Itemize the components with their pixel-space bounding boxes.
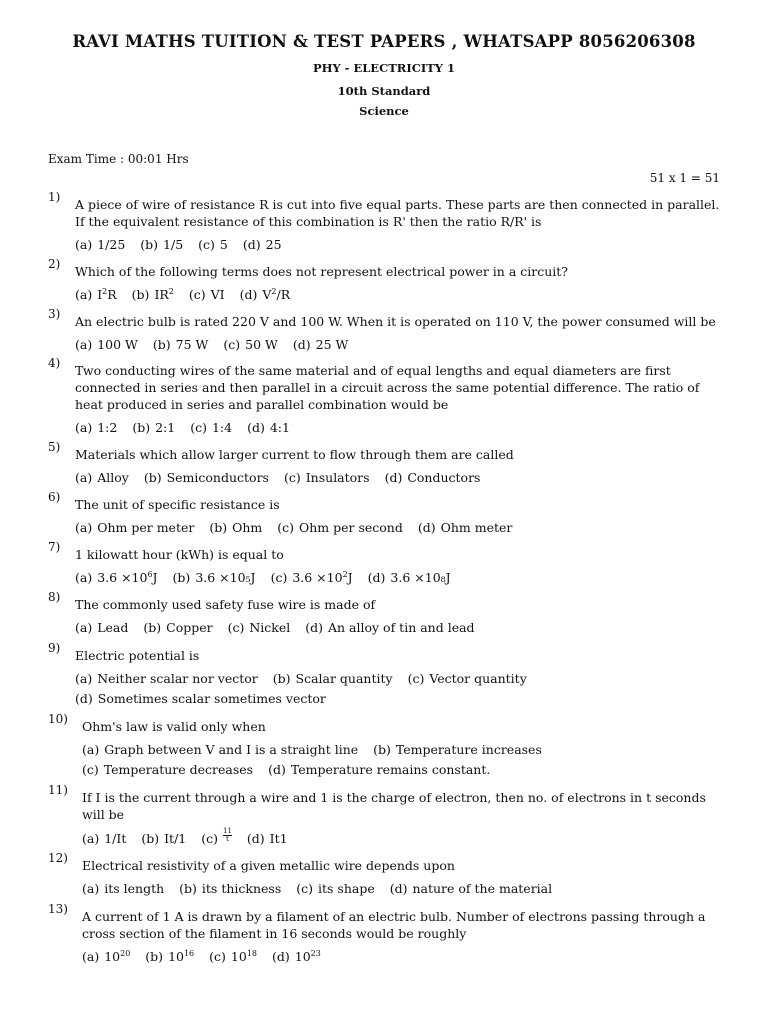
option-a: (a) Lead [75,620,129,635]
question-text: An electric bulb is rated 220 V and 100 W. When it is operated on 110 V, the power consumed will be [75,314,716,329]
exam-time: Exam Time : 00:01 Hrs [48,152,189,166]
option-d: (d) An alloy of tin and lead [305,620,475,635]
options [82,947,724,967]
option-c: (c) VI [188,287,225,302]
question-number: 1) [48,190,61,204]
question-number: 9) [48,641,61,655]
option-c: (c) Nickel [227,620,291,635]
option-c: (c) $10^{18}$ [209,949,257,964]
question-7 [48,540,724,588]
options [75,568,724,588]
option-b: (b) $IR^2$ [131,287,174,302]
question-text: A piece of wire of resistance R is cut into five equal parts. These parts are then connected in parallel. If the equivalent resistance of this combination is R' then the ratio R/R' is [75,197,720,229]
question-text: Electric potential is [75,648,200,663]
question-11 [48,783,724,849]
standard-heading: 10th Standard [337,84,431,98]
option-d: (d) $V^2/R$ [239,287,291,302]
question-number: 2) [48,257,61,271]
question-1 [48,190,724,255]
question-text: The unit of specific resistance is [75,497,280,512]
option-c: (c) Vector quantity [407,671,527,686]
options [82,828,724,849]
options [75,468,724,488]
question-text: 1 kilowatt hour (kWh) is equal to [75,547,284,562]
option-a: (a) 1/25 [75,237,126,252]
question-5 [48,440,724,488]
question-2 [48,257,724,305]
option-a: (a) 100 W [75,337,138,352]
option-a: (a) 1:2 [75,420,118,435]
option-a: (a) Ohm per meter [75,520,195,535]
option-c: (c) its shape [296,881,375,896]
question-text: Ohm's law is valid only when [82,719,266,734]
question-text: A current of 1 A is drawn by a filament of an electric bulb. Number of electrons passing through a cross section of the filament in 16 seconds would be roughly [82,909,706,941]
option-d: (d) Ohm meter [417,520,513,535]
option-c: (c) $\frac{11}{t}$ [201,827,232,846]
option-a: (a) Alloy [75,470,129,485]
option-d: (d) 25 [242,237,282,252]
options [75,235,724,255]
question-number: 12) [48,851,68,865]
options [75,518,724,538]
question-text: If I is the current through a wire and 1 is the charge of electron, then no. of electrons in t seconds will be [82,790,706,822]
option-b: (b) Semiconductors [143,470,269,485]
option-d: (d) 25 W [292,337,349,352]
option-d: (d) $10^{23}$ [271,949,321,964]
question-text: Materials which allow larger current to flow through them are called [75,447,514,462]
question-number: 6) [48,490,61,504]
marks-summary: 51 x 1 = 51 [649,171,720,185]
question-4 [48,356,724,438]
stream-heading: Science [359,104,409,118]
page-title: RAVI MATHS TUITION & TEST PAPERS , WHATSAPP 8056206308 [72,32,696,51]
option-b: (b) $10^{16}$ [145,949,195,964]
option-d: (d) Conductors [384,470,481,485]
option-b: (b) Ohm [209,520,263,535]
subject-heading: PHY - ELECTRICITY 1 [312,61,456,75]
option-c: (c) Ohm per second [277,520,403,535]
option-b: (b) It/1 [141,831,187,846]
option-c: (c) 50 W [223,337,278,352]
question-9 [48,641,724,709]
option-c: (c) Insulators [283,470,370,485]
option-b: (b) Scalar quantity [272,671,393,686]
option-b: (b) Copper [143,620,213,635]
option-d: (d) 3.6 ×10₈J [367,570,451,585]
options [75,669,724,709]
option-a: (a) $10^{20}$ [82,949,131,964]
option-d: (d) nature of the material [389,881,553,896]
option-b: (b) 1/5 [140,237,184,252]
option-d: (d) Sometimes scalar sometimes vector [75,691,326,706]
question-number: 3) [48,307,61,321]
option-a: (a) $I^2R$ [75,287,117,302]
question-13 [48,902,724,967]
option-a: (a) its length [82,881,165,896]
question-number: 7) [48,540,61,554]
fraction-11-over-t: $\frac{11}{t}$ [223,827,232,843]
option-c: (c) 5 [198,237,228,252]
option-a: (a) 1/It [82,831,127,846]
question-number: 11) [48,783,68,797]
option-a: (a) Neither scalar nor vector [75,671,258,686]
question-text: Two conducting wires of the same material and of equal lengths and equal diameters are first connected in series and then parallel in a circuit across the same potential difference. The ratio of heat produced in series and parallel combination would be [75,363,700,412]
question-number: 10) [48,712,68,726]
question-number: 8) [48,590,61,604]
options [75,285,724,305]
option-c: (c) $3.6 \times 10^2J$ [270,570,353,585]
question-10 [48,712,724,780]
option-a: (a) $3.6 \times 10^6J$ [75,570,158,585]
option-a: (a) Graph between V and I is a straight line [82,742,359,757]
question-text: Electrical resistivity of a given metallic wire depends upon [82,858,455,873]
option-d: (d) Temperature remains constant. [268,762,491,777]
option-c: (c) Temperature decreases [82,762,254,777]
question-number: 4) [48,356,61,370]
options [75,335,724,355]
question-text: The commonly used safety fuse wire is made of [75,597,376,612]
question-12 [48,851,724,899]
options [75,618,724,638]
options [82,879,724,899]
question-text: Which of the following terms does not represent electrical power in a circuit? [75,264,568,279]
options [75,418,724,438]
question-6 [48,490,724,538]
question-3 [48,307,724,355]
option-b: (b) 3.6 ×10₅J [172,570,256,585]
options [82,740,724,780]
option-b: (b) 75 W [152,337,209,352]
option-d: (d) 4:1 [247,420,290,435]
question-number: 5) [48,440,61,454]
option-b: (b) 2:1 [132,420,176,435]
question-number: 13) [48,902,68,916]
option-d: (d) It1 [246,831,288,846]
option-b: (b) Temperature increases [373,742,542,757]
question-8 [48,590,724,638]
option-c: (c) 1:4 [190,420,233,435]
option-b: (b) its thickness [179,881,282,896]
